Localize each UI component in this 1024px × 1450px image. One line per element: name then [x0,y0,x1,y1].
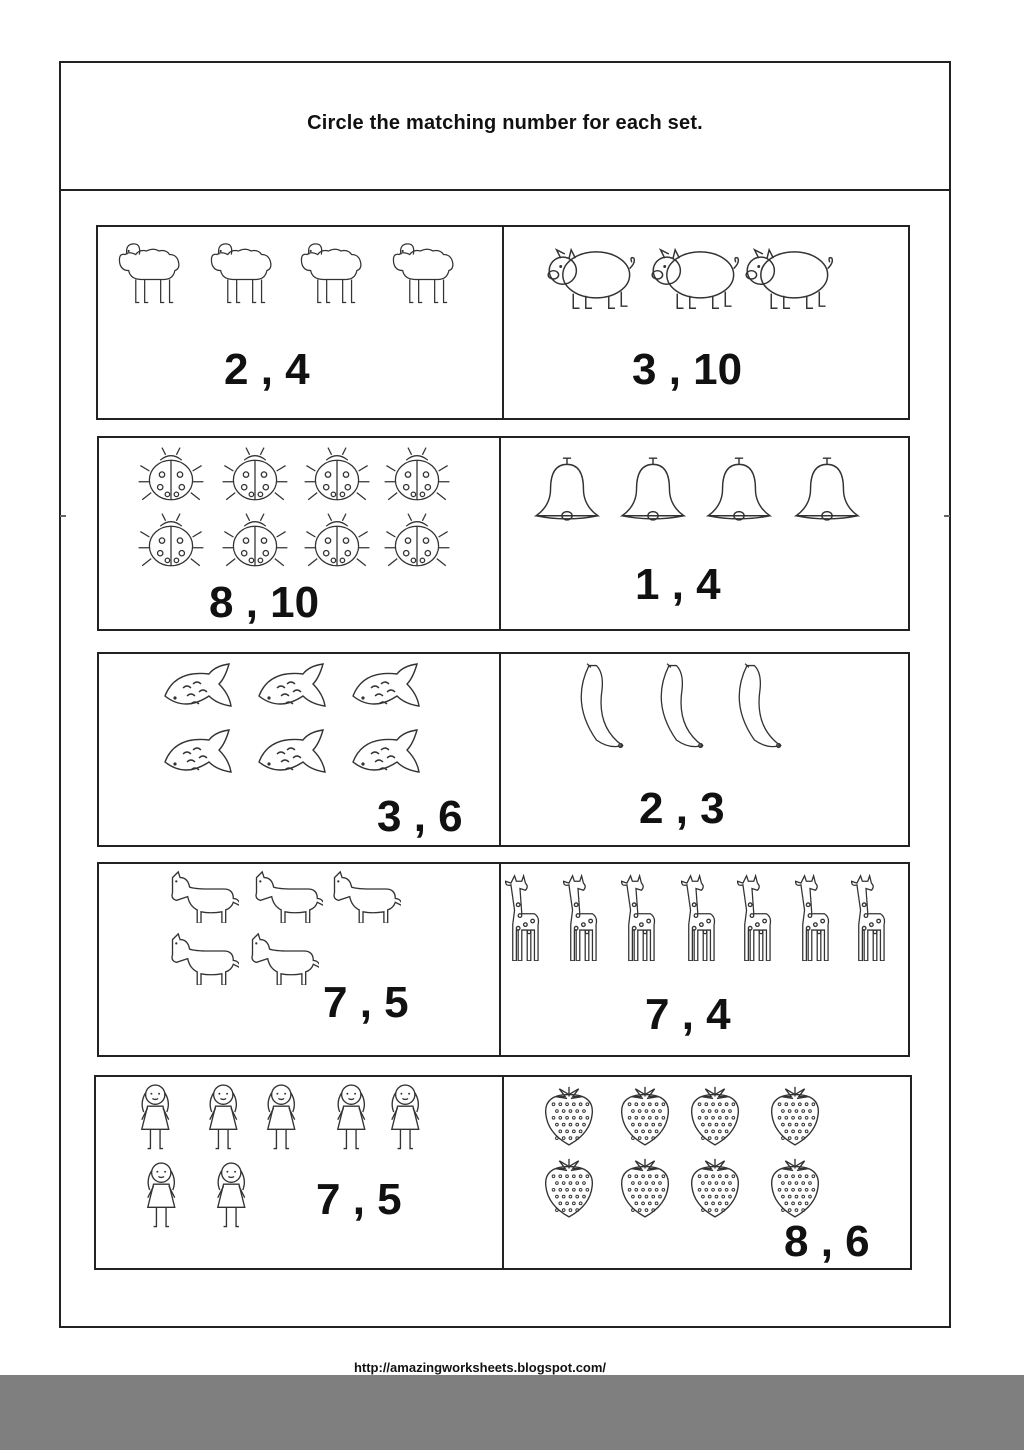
girl-icon [386,1081,425,1155]
bell-icon [703,452,775,524]
strawberry-icon-group [540,1083,840,1223]
ladybug-icon [219,444,291,509]
exercise-cell-banana [501,654,910,845]
number-choices[interactable]: 2 , 3 [639,784,725,833]
exercise-cell-giraffe [501,864,910,1055]
girl-icon [204,1081,243,1155]
bell-icon [617,452,689,524]
ladybug-icon [381,444,453,509]
title-divider [59,189,951,191]
sheep-icon [384,235,464,315]
banana-icon [729,660,791,753]
fish-icon [159,660,239,720]
fish-icon [253,726,333,786]
number-choices[interactable]: 8 , 6 [784,1217,870,1266]
girl-icon [332,1081,371,1155]
exercise-row [97,652,910,847]
horse-icon-group [163,870,403,994]
pig-icon [742,237,836,317]
exercise-cell-horse [99,864,499,1055]
exercise-cell-sheep [98,227,502,418]
number-choices[interactable]: 3 , 6 [377,792,463,841]
girl-icon [142,1159,181,1233]
giraffe-icon [563,874,600,961]
exercise-cell-pig [504,227,910,418]
giraffe-icon [681,874,718,961]
ladybug-icon [381,510,453,575]
worksheet-instruction: Circle the matching number for each set. [307,112,703,134]
strawberry-icon [540,1155,598,1219]
sheep-icon-group [110,235,490,325]
horse-icon [325,870,401,923]
girl-icon [136,1081,175,1155]
giraffe-icon-group [505,874,905,970]
giraffe-icon [621,874,658,961]
number-choices[interactable]: 8 , 10 [209,578,320,627]
strawberry-icon [686,1083,744,1147]
sheep-icon [110,235,190,315]
ladybug-icon [301,444,373,509]
fish-icon [347,726,427,786]
exercise-cell-girl [96,1077,502,1268]
strawberry-icon [616,1083,674,1147]
fish-icon-group [159,660,439,810]
edge-tick [60,515,66,517]
number-choices[interactable]: 1 , 4 [635,560,721,609]
footer-url: http://amazingworksheets.blogspot.com/ [353,1360,607,1375]
banana-icon-group [571,660,831,778]
ladybug-icon [301,510,373,575]
exercise-cell-bell [501,438,910,629]
strawberry-icon [766,1155,824,1219]
bell-icon-group [531,452,871,532]
bell-icon [791,452,863,524]
sheep-icon [202,235,282,315]
number-choices[interactable]: 3 , 10 [632,345,743,394]
fish-icon [159,726,239,786]
fish-icon [347,660,427,720]
horse-icon [247,870,323,923]
giraffe-icon [737,874,774,961]
number-choices[interactable]: 7 , 4 [645,990,731,1039]
exercise-cell-ladybug [99,438,499,629]
horse-icon [163,932,239,985]
exercise-cell-strawberry [504,1077,912,1268]
exercise-row [97,436,910,631]
ladybug-icon [135,510,207,575]
ladybug-icon-group [135,444,455,582]
fish-icon [253,660,333,720]
pig-icon-group [544,237,844,317]
ladybug-icon [219,510,291,575]
ladybug-icon [135,444,207,509]
pig-icon [648,237,742,317]
number-choices[interactable]: 7 , 5 [323,978,409,1027]
banana-icon [651,660,713,753]
exercise-cell-fish [99,654,499,845]
giraffe-icon [851,874,888,961]
edge-tick [944,515,950,517]
horse-icon [163,870,239,923]
number-choices[interactable]: 2 , 4 [224,345,310,394]
horse-icon [243,932,319,985]
sheep-icon [292,235,372,315]
girl-icon [212,1159,251,1233]
giraffe-icon [795,874,832,961]
strawberry-icon [686,1155,744,1219]
bell-icon [531,452,603,524]
strawberry-icon [540,1083,598,1147]
exercise-row [96,225,910,420]
strawberry-icon [616,1155,674,1219]
exercise-row [97,862,910,1057]
number-choices[interactable]: 7 , 5 [316,1175,402,1224]
exercise-row [94,1075,912,1270]
bottom-bar [0,1375,1024,1450]
banana-icon [571,660,633,753]
girl-icon [262,1081,301,1155]
pig-icon [544,237,638,317]
strawberry-icon [766,1083,824,1147]
giraffe-icon [505,874,542,961]
